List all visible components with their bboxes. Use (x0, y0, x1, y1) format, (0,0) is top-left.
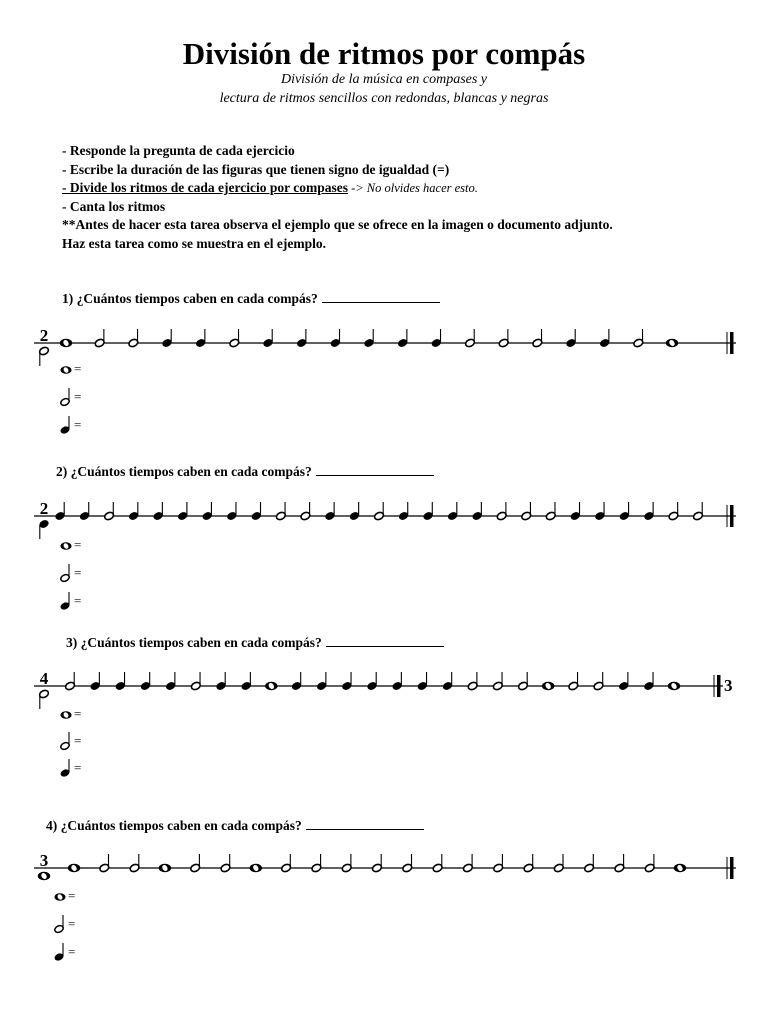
whole-note-icon (250, 864, 262, 872)
legend-equals: = (74, 706, 82, 721)
end-time-signature: 3 (724, 676, 733, 695)
quarter-note-icon (599, 329, 610, 348)
quarter-note-icon (90, 672, 101, 691)
quarter-note-icon (115, 672, 126, 691)
quarter-note-icon (363, 329, 374, 348)
half-note-icon (633, 329, 644, 348)
legend-equals: = (74, 537, 82, 552)
half-note-icon (402, 854, 413, 873)
half-note-icon (593, 672, 604, 691)
legend-equals: = (68, 916, 76, 931)
quarter-note-icon (417, 672, 428, 691)
half-note-icon (60, 562, 74, 584)
subtitle-line-1: División de la música en compases y (280, 72, 488, 87)
whole-note-icon (542, 682, 554, 690)
exercise-1-question (62, 290, 440, 307)
half-note-icon (493, 854, 504, 873)
half-note-icon (644, 854, 655, 873)
half-note-icon (467, 672, 478, 691)
quarter-note-icon (241, 672, 252, 691)
legend-equals: = (74, 389, 82, 404)
quarter-note-icon (140, 672, 151, 691)
exercise-4-legend (54, 885, 114, 965)
quarter-note-icon (570, 502, 581, 521)
half-note-icon (60, 730, 74, 752)
half-note-icon (496, 502, 507, 521)
exercise-2-legend (60, 534, 120, 614)
whole-note-icon (674, 864, 686, 872)
quarter-note-icon (341, 672, 352, 691)
half-note-icon (532, 329, 543, 348)
instruction-2: - Escribe la duración de las figuras que tienen signo de igualdad (=) (62, 161, 450, 177)
quarter-note-icon (594, 502, 605, 521)
legend-quarter-row (60, 590, 120, 612)
exercise-3-legend (60, 703, 120, 783)
legend-half-row (60, 730, 120, 752)
half-note-icon (281, 854, 292, 873)
half-note-icon (545, 502, 556, 521)
quarter-note-icon (398, 502, 409, 521)
quarter-note-icon (316, 672, 327, 691)
instruction-6: Haz esta tarea como se muestra en el ejemplo. (62, 235, 327, 251)
legend-quarter-row (60, 414, 120, 436)
time-signature-denominator-icon (38, 519, 49, 539)
legend-half-row (54, 913, 114, 935)
time-signature-denominator-icon (38, 346, 49, 366)
half-note-icon (99, 854, 110, 873)
half-note-icon (300, 502, 311, 521)
legend-equals: = (68, 888, 76, 903)
half-note-icon (553, 854, 564, 873)
legend-equals: = (74, 760, 82, 775)
exercise-3-answer-blank[interactable] (326, 634, 444, 647)
half-note-icon (54, 913, 68, 935)
exercise-1-legend (60, 358, 120, 438)
quarter-note-icon (226, 502, 237, 521)
quarter-note-icon (251, 502, 262, 521)
instruction-5: **Antes de hacer esta tarea observa el ejemplo que se ofrece en la imagen o documento adjunto. (62, 217, 613, 232)
half-note-icon (128, 329, 139, 348)
half-note-icon (60, 386, 74, 408)
instruction-3-note: -> No olvides hacer esto. (347, 181, 478, 195)
half-note-icon (432, 854, 443, 873)
exercise-3-question (66, 634, 444, 651)
half-note-icon (104, 502, 115, 521)
whole-note-icon (60, 703, 74, 725)
half-note-icon (668, 502, 679, 521)
time-signature-numerator: 2 (39, 499, 49, 518)
exercise-1-answer-blank[interactable] (322, 290, 440, 303)
exercise-4-answer-blank[interactable] (306, 817, 424, 830)
quarter-note-icon (324, 502, 335, 521)
half-note-icon (275, 502, 286, 521)
half-note-icon (94, 329, 105, 348)
exercise-1-question-text: 1) ¿Cuántos tiempos caben en cada compás? (62, 291, 318, 306)
legend-equals: = (74, 361, 82, 376)
time-signature-numerator: 2 (39, 326, 49, 345)
quarter-note-icon (618, 672, 629, 691)
quarter-note-icon (202, 502, 213, 521)
half-note-icon (229, 329, 240, 348)
quarter-note-icon (177, 502, 188, 521)
whole-note-icon (60, 339, 72, 347)
instruction-3 (62, 179, 613, 198)
half-note-icon (64, 672, 75, 691)
quarter-note-icon (262, 329, 273, 348)
page-title: División de ritmos por compás (182, 36, 586, 71)
half-note-icon (190, 672, 201, 691)
whole-note-icon (60, 358, 74, 380)
quarter-note-icon (423, 502, 434, 521)
quarter-note-icon (195, 329, 206, 348)
half-note-icon (523, 854, 534, 873)
exercise-2-question (56, 463, 434, 480)
quarter-note-icon (392, 672, 403, 691)
legend-equals: = (68, 944, 76, 959)
quarter-note-icon (79, 502, 90, 521)
exercise-4-question-text: 4) ¿Cuántos tiempos caben en cada compás? (46, 818, 302, 833)
half-note-icon (517, 672, 528, 691)
legend-quarter-row (60, 757, 120, 779)
half-note-icon (521, 502, 532, 521)
quarter-note-icon (643, 672, 654, 691)
exercise-2-question-text: 2) ¿Cuántos tiempos caben en cada compás? (56, 464, 312, 479)
half-note-icon (373, 502, 384, 521)
half-note-icon (614, 854, 625, 873)
quarter-note-icon (643, 502, 654, 521)
quarter-note-icon (215, 672, 226, 691)
quarter-note-icon (153, 502, 164, 521)
half-note-icon (464, 329, 475, 348)
quarter-note-icon (349, 502, 360, 521)
legend-equals: = (74, 417, 82, 432)
half-note-icon (341, 854, 352, 873)
quarter-note-icon (165, 672, 176, 691)
legend-quarter-row (54, 941, 114, 963)
quarter-note-icon (291, 672, 302, 691)
quarter-note-icon (54, 502, 65, 521)
quarter-note-icon (431, 329, 442, 348)
quarter-note-icon (447, 502, 458, 521)
legend-equals: = (74, 565, 82, 580)
legend-equals: = (74, 593, 82, 608)
legend-whole-row (54, 885, 114, 907)
instruction-4: - Canta los ritmos (62, 198, 166, 214)
whole-note-icon (265, 682, 277, 690)
legend-half-row (60, 562, 120, 584)
instruction-1: - Responde la pregunta de cada ejercicio (62, 143, 295, 158)
instruction-3-main: - Divide los ritmos de cada ejercicio por compases (62, 180, 348, 195)
quarter-note-icon (442, 672, 453, 691)
half-note-icon (129, 854, 140, 873)
half-note-icon (584, 854, 595, 873)
half-note-icon (371, 854, 382, 873)
quarter-note-icon (60, 414, 74, 436)
whole-note-icon (54, 885, 68, 907)
quarter-note-icon (54, 941, 68, 963)
time-signature-denominator-icon (38, 689, 49, 709)
exercise-4-question (46, 817, 424, 834)
quarter-note-icon (128, 502, 139, 521)
subtitle-line-2: lectura de ritmos sencillos con redondas, blancas y negras (219, 91, 549, 106)
half-note-icon (220, 854, 231, 873)
time-signature-denominator-icon (38, 872, 50, 880)
legend-whole-row (60, 534, 120, 556)
exercise-2-answer-blank[interactable] (316, 463, 434, 476)
quarter-note-icon (161, 329, 172, 348)
half-note-icon (190, 854, 201, 873)
half-note-icon (492, 672, 503, 691)
quarter-note-icon (565, 329, 576, 348)
half-note-icon (692, 502, 703, 521)
legend-equals: = (74, 733, 82, 748)
whole-note-icon (68, 864, 80, 872)
exercise-4-rhythm-staff (0, 845, 768, 895)
half-note-icon (462, 854, 473, 873)
quarter-note-icon (366, 672, 377, 691)
instructions (62, 142, 613, 253)
whole-note-icon (666, 339, 678, 347)
quarter-note-icon (296, 329, 307, 348)
quarter-note-icon (619, 502, 630, 521)
quarter-note-icon (60, 757, 74, 779)
whole-note-icon (38, 872, 50, 880)
quarter-note-icon (472, 502, 483, 521)
quarter-note-icon (397, 329, 408, 348)
half-note-icon (568, 672, 579, 691)
half-note-icon (498, 329, 509, 348)
quarter-note-icon (330, 329, 341, 348)
whole-note-icon (159, 864, 171, 872)
legend-whole-row (60, 358, 120, 380)
quarter-note-icon (60, 590, 74, 612)
legend-whole-row (60, 703, 120, 725)
half-note-icon (311, 854, 322, 873)
time-signature-numerator: 4 (39, 669, 49, 688)
time-signature-numerator: 3 (39, 851, 49, 870)
exercise-3-question-text: 3) ¿Cuántos tiempos caben en cada compás? (66, 635, 322, 650)
whole-note-icon (60, 534, 74, 556)
legend-half-row (60, 386, 120, 408)
whole-note-icon (668, 682, 680, 690)
